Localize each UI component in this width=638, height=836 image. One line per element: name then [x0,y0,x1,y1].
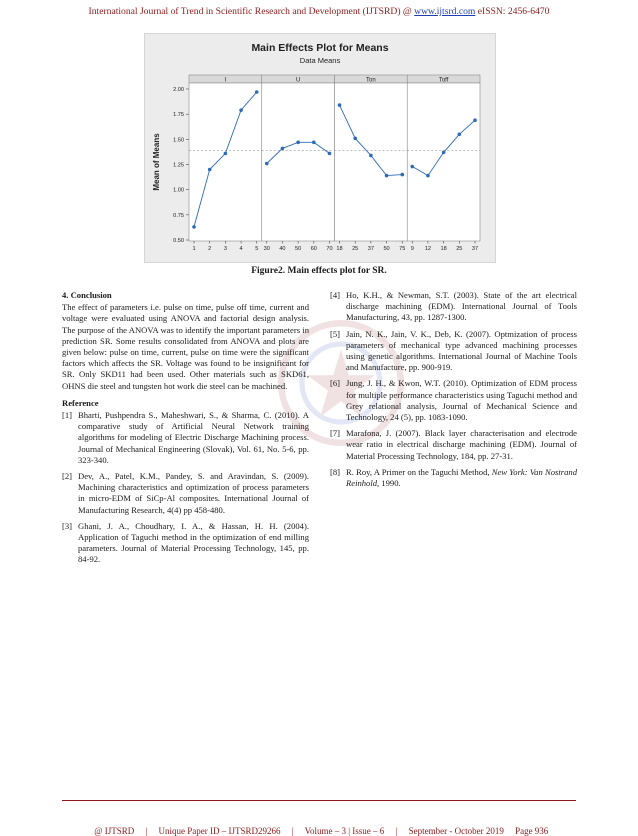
main-effects-figure [144,33,496,263]
x-tick-label: 60 [310,246,317,252]
panel-plot-area [335,83,408,241]
data-point [239,108,243,112]
data-point [458,133,462,137]
panel-strip-label: I [224,77,227,84]
x-tick-label: 12 [424,246,432,252]
data-point [281,147,285,151]
x-tick-label: 70 [326,246,333,252]
x-tick-label: 25 [456,246,463,252]
y-tick-label: 1.50 [173,137,184,144]
data-point [400,173,404,177]
journal-header [0,6,638,17]
reference-item [62,521,309,566]
x-tick-label: 5 [255,246,259,252]
x-tick-label: 75 [399,246,406,252]
x-tick-label: 2 [208,246,212,252]
x-tick-label: 25 [352,246,359,252]
data-point [192,225,196,229]
reference-number: [4] [330,290,341,300]
reference-text: Jung, J. H., & Kwon, W.T. (2010). Optimization of EDM process for multiple performance characteristics using Taguchi method and Grey relational analysis, Journal of Mechanical Science and Technology, 24 (5), pp. 1083-1090. [346,378,577,423]
x-tick-label: 30 [263,246,270,252]
panel-strip-label: U [295,77,301,84]
data-point [353,137,357,141]
right-column [330,290,577,494]
panel-plot-area [262,83,335,241]
reference-text: Bharti, Pushpendra S., Maheshwari, S., & Sharma, C. (2010). A comparative study of Artificial Neural Network training algorithms for modeling of Electric Discharge Machining process. Journal of Mechanical Engineering (Slovak), Vol. 61, No. 5-6, pp. 323-340. [78,410,309,465]
y-tick-label: 1.25 [173,162,184,169]
data-point [473,118,477,122]
chart-title: Main Effects Plot for Means [251,42,389,54]
data-point [442,151,446,155]
x-tick-label: 50 [383,246,390,252]
data-point [208,168,212,172]
x-tick-label: 37 [471,246,479,252]
reference-text-plain: R. Roy, A Primer on the Taguchi Method, [346,466,492,477]
y-tick-label: 0.50 [173,238,184,244]
data-point [426,174,430,178]
reference-item [330,428,577,462]
reference-text-italic: New York: Van Nostrand Reinhold [346,466,577,489]
figure-caption: Figure2. Main effects plot for SR. [251,266,387,276]
chart-subtitle: Data Means [299,56,341,65]
reference-number: [1] [62,410,73,421]
data-point [328,152,332,156]
conclusion-heading: 4. Conclusion [62,290,112,300]
data-point [385,174,389,178]
reference-number: [7] [330,428,341,439]
data-point [338,103,342,107]
reference-item [330,329,577,374]
data-point [255,90,259,94]
reference-text: Jain, N. K., Jain, V. K., Deb, K. (2007). Optmization of process parameters of mechanical type advanced machining processes using genetic algorithms. International Journal of Machine Tools and Manufacture, pp. 900-919. [346,328,577,373]
y-tick-label: 1.00 [173,187,184,194]
journal-eissn: eISSN: 2456-6470 [475,6,550,17]
y-axis-label: Mean of Means [152,133,161,191]
x-tick-label: 4 [239,246,243,252]
reference-text [346,467,577,489]
conclusion-paragraph: The effect of parameters i.e. pulse on time, pulse off time, current and voltage were evaluated using ANOVA and factorial design analysis. The purpose of the ANOVA was to identify the important parameters in prediction SR. Some results consolidated from ANOVA and plots are given below: pulse on time, current, pulse on time were the significant factors which affects the SR. Voltage was found to be insignificant for SR. Only SKD11 had been used. Other materials such as SKD61, OHNS die steel and tungsten hot work die steel can be machined. [62,302,309,391]
reference-item [330,290,577,324]
x-tick-label: 9 [410,246,414,252]
x-tick-label: 50 [295,246,302,252]
reference-item [62,410,309,466]
main-effects-chart [145,34,495,262]
data-point [312,141,316,145]
x-tick-label: 3 [223,246,227,252]
x-tick-label: 18 [440,246,447,252]
x-tick-label: 40 [279,246,286,252]
reference-number: [3] [62,520,73,531]
page-footer [0,806,638,836]
data-point [369,154,373,158]
journal-name: International Journal of Trend in Scientific Research and Development (IJTSRD) @ [88,6,415,17]
reference-item [62,471,309,516]
panel-plot-area [407,83,480,241]
reference-text-end: , 1990. [377,478,401,489]
data-point [265,162,269,166]
y-tick-label: 2.00 [173,87,184,93]
reference-number: [5] [330,328,341,339]
x-tick-label: 37 [367,246,374,252]
reference-number: [6] [330,378,341,389]
left-column [62,290,309,571]
y-tick-label: 0.75 [173,212,184,219]
x-tick-label: 18 [336,246,343,252]
reference-text: Ho, K.H., & Newman, S.T. (2003). State of the art electrical discharge machining (EDM). International Journal of Tools Manufacturing, 43, pp. 1287-1300. [346,290,577,323]
data-point [224,152,228,156]
y-tick-label: 1.75 [173,112,184,119]
data-point [296,141,300,145]
panel-plot-area [189,83,262,241]
reference-text: Dev, A., Patel, K.M., Pandey, S. and Aravindan, S. (2009). Machining characteristics and optimization of process parameters in micro-EDM of SiCp-Al composites. International Journal of Manufacturing Research, 4(4) pp 458-480. [78,471,309,515]
reference-number: [8] [330,466,341,477]
panel-strip-label: Ton [366,77,376,84]
footer-text: @ IJTSRD | Unique Paper ID – IJTSRD29266 | Volume – 3 | Issue – 6 | September - October 2019 Page 936 [94,826,549,836]
reference-number: [2] [62,471,73,482]
reference-heading: Reference [62,397,99,408]
panel-strip-label: Toff [438,77,449,84]
footer-divider [62,800,576,801]
reference-text: Ghani, J. A., Choudhary, I. A., & Hassan, H. H. (2004). Application of Taguchi method in the optimization of end milling parameters. Journal of Material Processing Technology, 145, pp. 84-92. [78,520,309,565]
reference-item [330,467,577,489]
journal-url-link[interactable]: www.ijtsrd.com [414,6,476,17]
reference-text: Marafona, J. (2007). Black layer characterisation and electrode wear ratio in electrical discharge machining (EDM). Journal of Material Processing Technology, 184, pp. 27-31. [346,428,577,461]
reference-item [330,378,577,423]
x-tick-label: 1 [192,246,196,252]
data-point [410,165,414,169]
